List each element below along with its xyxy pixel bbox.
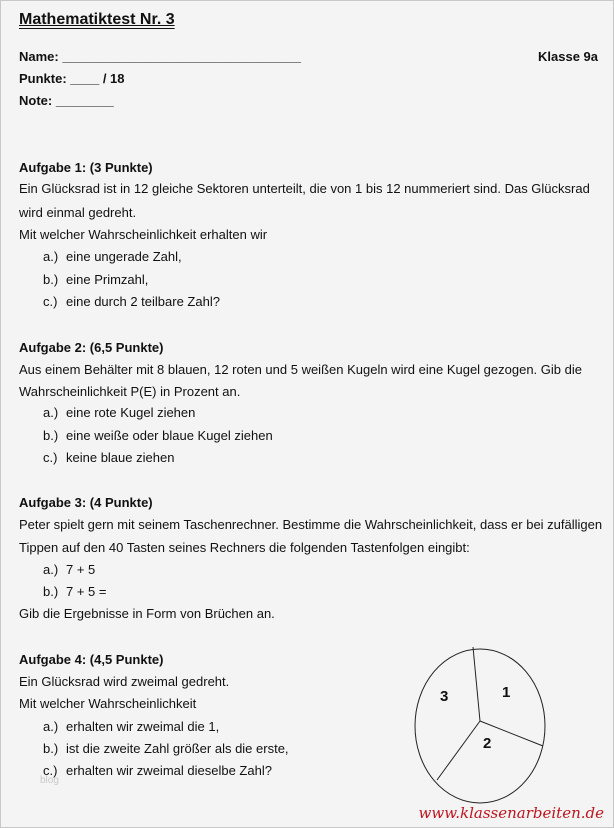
sector-label-3: 3 — [440, 688, 449, 705]
lucky-wheel-diagram — [410, 640, 555, 810]
item-text: eine Primzahl, — [66, 272, 149, 287]
item-label: b.) — [43, 741, 59, 756]
task-1-text: Mit welcher Wahrscheinlichkeit erhalten wir — [19, 227, 268, 242]
name-field: Name: _________________________________ — [19, 49, 301, 64]
wheel-outline — [415, 649, 545, 803]
task-3-item-b — [43, 584, 106, 600]
sector-divider — [473, 647, 480, 721]
item-text: ist die zweite Zahl größer als die erste, — [66, 741, 289, 756]
task-1-item-b — [43, 272, 148, 288]
item-text: eine ungerade Zahl, — [66, 249, 182, 264]
task-4-text: Ein Glücksrad wird zweimal gedreht. — [19, 674, 230, 689]
sector-divider — [437, 721, 480, 780]
task-3-text: Peter spielt gern mit seinem Taschenrechner. Bestimme die Wahrscheinlichkeit, dass er bei zufälligen — [19, 517, 603, 532]
item-text: 7 + 5 — [66, 562, 96, 577]
task-4-item-b — [43, 741, 289, 757]
item-label: a.) — [43, 719, 59, 734]
task-3-heading: Aufgabe 3: (4 Punkte) — [19, 495, 153, 510]
task-4-heading: Aufgabe 4: (4,5 Punkte) — [19, 652, 164, 667]
item-text: eine durch 2 teilbare Zahl? — [66, 294, 220, 309]
item-label: a.) — [43, 249, 59, 264]
sector-label-1: 1 — [502, 684, 511, 701]
item-text: eine rote Kugel ziehen — [66, 405, 196, 420]
item-text: 7 + 5 = — [66, 584, 107, 599]
watermark: blog — [40, 775, 59, 786]
item-label: a.) — [43, 405, 59, 420]
task-4-text: Mit welcher Wahrscheinlichkeit — [19, 696, 197, 711]
item-text: erhalten wir zweimal dieselbe Zahl? — [66, 763, 272, 778]
website-link[interactable]: www.klassenarbeiten.de — [418, 804, 604, 822]
item-label: c.) — [43, 763, 58, 778]
class-label: Klasse 9a — [538, 49, 598, 64]
task-1-text: Ein Glücksrad ist in 12 gleiche Sektoren unterteilt, die von 1 bis 12 nummeriert sind. Das Glücksrad — [19, 181, 590, 196]
points-field: Punkte: ____ / 18 — [19, 71, 125, 86]
grade-field: Note: ________ — [19, 93, 114, 108]
item-text: keine blaue ziehen — [66, 450, 175, 465]
item-label: a.) — [43, 562, 59, 577]
page-title: Mathematiktest Nr. 3 — [19, 11, 175, 28]
task-1-item-a — [43, 249, 182, 265]
item-label: c.) — [43, 294, 58, 309]
task-1-heading: Aufgabe 1: (3 Punkte) — [19, 160, 153, 175]
task-3-text: Tippen auf den 40 Tasten seines Rechners die folgenden Tastenfolgen eingibt: — [19, 540, 470, 555]
task-1-item-c — [43, 294, 220, 310]
task-3-footer: Gib die Ergebnisse in Form von Brüchen an. — [19, 606, 275, 621]
sector-label-2: 2 — [483, 735, 492, 752]
task-2-heading: Aufgabe 2: (6,5 Punkte) — [19, 340, 164, 355]
task-1-text: wird einmal gedreht. — [19, 205, 137, 220]
item-label: c.) — [43, 450, 58, 465]
item-label: b.) — [43, 428, 59, 443]
task-4-item-c — [43, 763, 272, 779]
task-2-item-b — [43, 428, 273, 444]
item-text: eine weiße oder blaue Kugel ziehen — [66, 428, 273, 443]
item-label: b.) — [43, 584, 59, 599]
task-2-text: Wahrscheinlichkeit P(E) in Prozent an. — [19, 384, 241, 399]
task-2-item-a — [43, 405, 195, 421]
task-3-item-a — [43, 562, 95, 578]
task-2-item-c — [43, 450, 174, 466]
task-4-item-a — [43, 719, 219, 735]
item-label: b.) — [43, 272, 59, 287]
item-text: erhalten wir zweimal die 1, — [66, 719, 220, 734]
task-2-text: Aus einem Behälter mit 8 blauen, 12 roten und 5 weißen Kugeln wird eine Kugel gezogen. Gib die — [19, 362, 582, 377]
